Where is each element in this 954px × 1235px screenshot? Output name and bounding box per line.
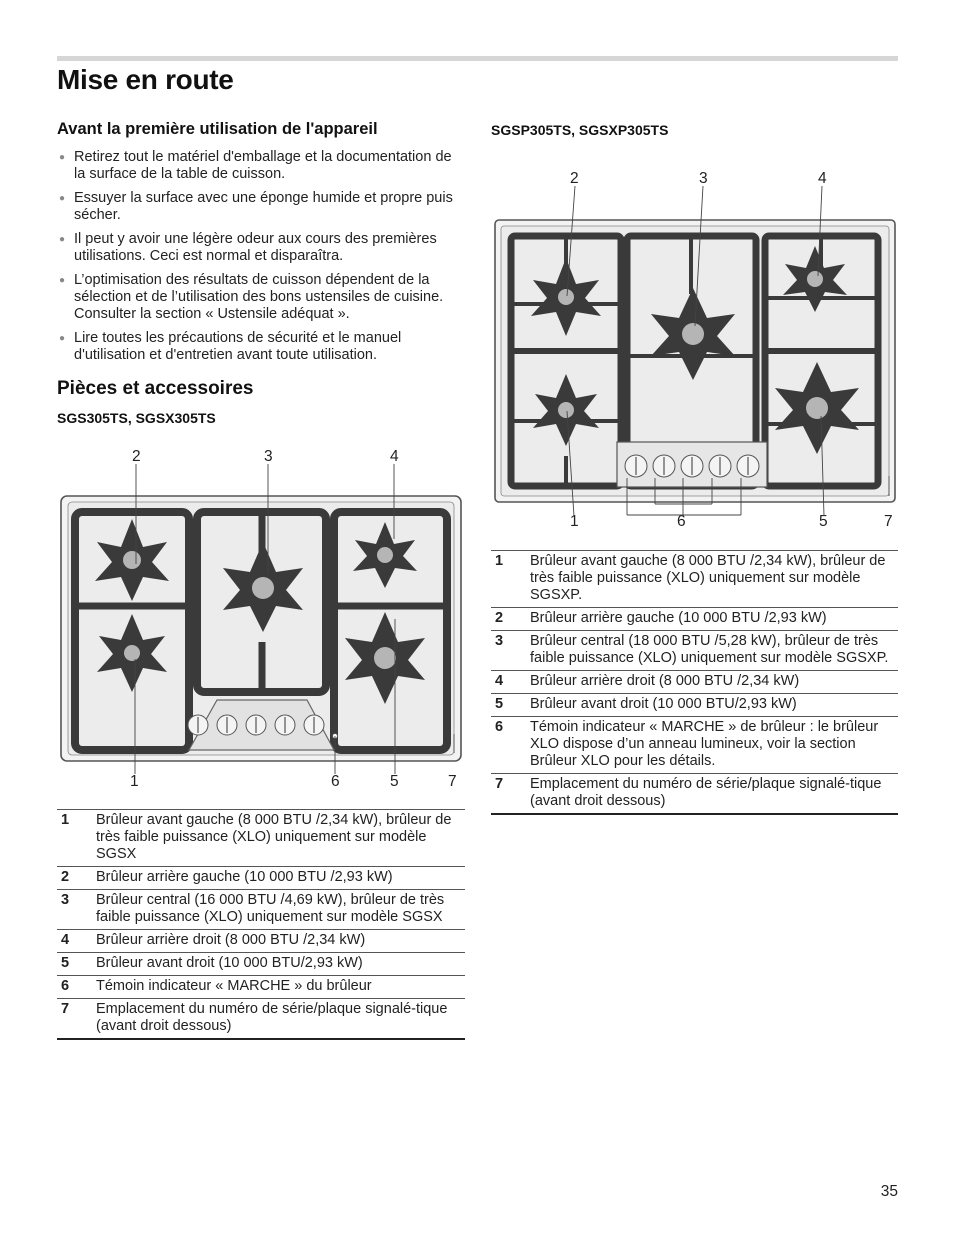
callout-5: 5: [819, 513, 828, 530]
callout-6: 6: [677, 513, 686, 530]
table-row: 3 Brûleur central (18 000 BTU /5,28 kW), brûleur de très faible puissance (XLO) uniquement sur modèle SGSXP.: [491, 631, 898, 671]
table-row: 7 Emplacement du numéro de série/plaque signalé-tique (avant droit dessous): [57, 999, 465, 1040]
table-row: 1 Brûleur avant gauche (8 000 BTU /2,34 kW), brûleur de très faible puissance (XLO) uniquement sur modèle SGSX: [57, 810, 465, 867]
table-row: 4 Brûleur arrière droit (8 000 BTU /2,34 kW): [491, 671, 898, 694]
list-item: ● Lire toutes les précautions de sécurité et le manuel d'utilisation et d'entretien avant toute utilisation.: [59, 330, 402, 363]
right-column: [491, 120, 898, 815]
callout-7: 7: [884, 513, 893, 530]
table-row: 2 Brûleur arrière gauche (10 000 BTU /2,93 kW): [491, 608, 898, 631]
table-row: 7 Emplacement du numéro de série/plaque signalé-tique (avant droit dessous): [491, 774, 898, 815]
table-row: 5 Brûleur avant droit (10 000 BTU/2,93 kW): [57, 953, 465, 976]
legend-table-a: [57, 809, 465, 1040]
table-row: 5 Brûleur avant droit (10 000 BTU/2,93 kW): [491, 694, 898, 717]
page-number: 35: [880, 1183, 898, 1200]
callout-1: 1: [570, 513, 579, 530]
table-row: 1 Brûleur avant gauche (8 000 BTU /2,34 kW), brûleur de très faible puissance (XLO) uniquement sur modèle SGSXP.: [491, 551, 898, 608]
callout-3: 3: [699, 170, 708, 187]
cooktop-b-drawing: [491, 186, 898, 526]
table-row: 6 Témoin indicateur « MARCHE » du brûleur: [57, 976, 465, 999]
callout-3: 3: [264, 448, 273, 465]
callout-2: 2: [570, 170, 579, 187]
list-item: ● L’optimisation des résultats de cuisson dépendent de la sélection et de l’utilisation des bons ustensiles de cuisine. Consulter la section « Ustensile adéquat ».: [59, 272, 444, 322]
first-use-list: [57, 149, 465, 364]
bullet-icon: ●: [59, 152, 66, 163]
callout-7: 7: [448, 773, 457, 790]
table-row: 3 Brûleur central (16 000 BTU /4,69 kW), brûleur de très faible puissance (XLO) uniquement sur modèle SGSX: [57, 890, 465, 930]
list-item: ● Retirez tout le matériel d'emballage et la documentation de la surface de la table de cuisson.: [59, 149, 452, 182]
left-column: [57, 120, 465, 1040]
cooktop-diagram-a: [57, 434, 465, 809]
bullet-icon: ●: [59, 193, 66, 204]
cooktop-diagram-b: [491, 146, 898, 542]
parts-heading: Pièces et accessoires: [57, 378, 254, 399]
top-rule: [57, 56, 898, 61]
callout-1: 1: [130, 773, 139, 790]
page-title: Mise en route: [57, 64, 234, 95]
bullet-icon: ●: [59, 234, 66, 245]
callout-6: 6: [331, 773, 340, 790]
bullet-icon: ●: [59, 275, 66, 286]
cooktop-a-drawing: [57, 464, 465, 794]
first-use-heading: Avant la première utilisation de l'appareil: [57, 120, 378, 138]
legend-table-b: [491, 550, 898, 815]
callout-2: 2: [132, 448, 141, 465]
table-row: 4 Brûleur arrière droit (8 000 BTU /2,34 kW): [57, 930, 465, 953]
bullet-icon: ●: [59, 333, 66, 344]
list-item: ● Il peut y avoir une légère odeur aux cours des premières utilisations. Ceci est normal et disparaîtra.: [59, 231, 437, 264]
callout-4: 4: [818, 170, 827, 187]
list-item: ● Essuyer la surface avec une éponge humide et propre puis sécher.: [59, 190, 453, 223]
callout-4: 4: [390, 448, 399, 465]
table-row: 6 Témoin indicateur « MARCHE » de brûleur : le brûleur XLO dispose d’un anneau lumineux, voir la section Brûleur XLO pour les détails.: [491, 717, 898, 774]
table-row: 2 Brûleur arrière gauche (10 000 BTU /2,93 kW): [57, 867, 465, 890]
model-b-title: SGSP305TS, SGSXP305TS: [491, 122, 669, 138]
model-a-title: SGS305TS, SGSX305TS: [57, 410, 216, 426]
callout-5: 5: [390, 773, 399, 790]
